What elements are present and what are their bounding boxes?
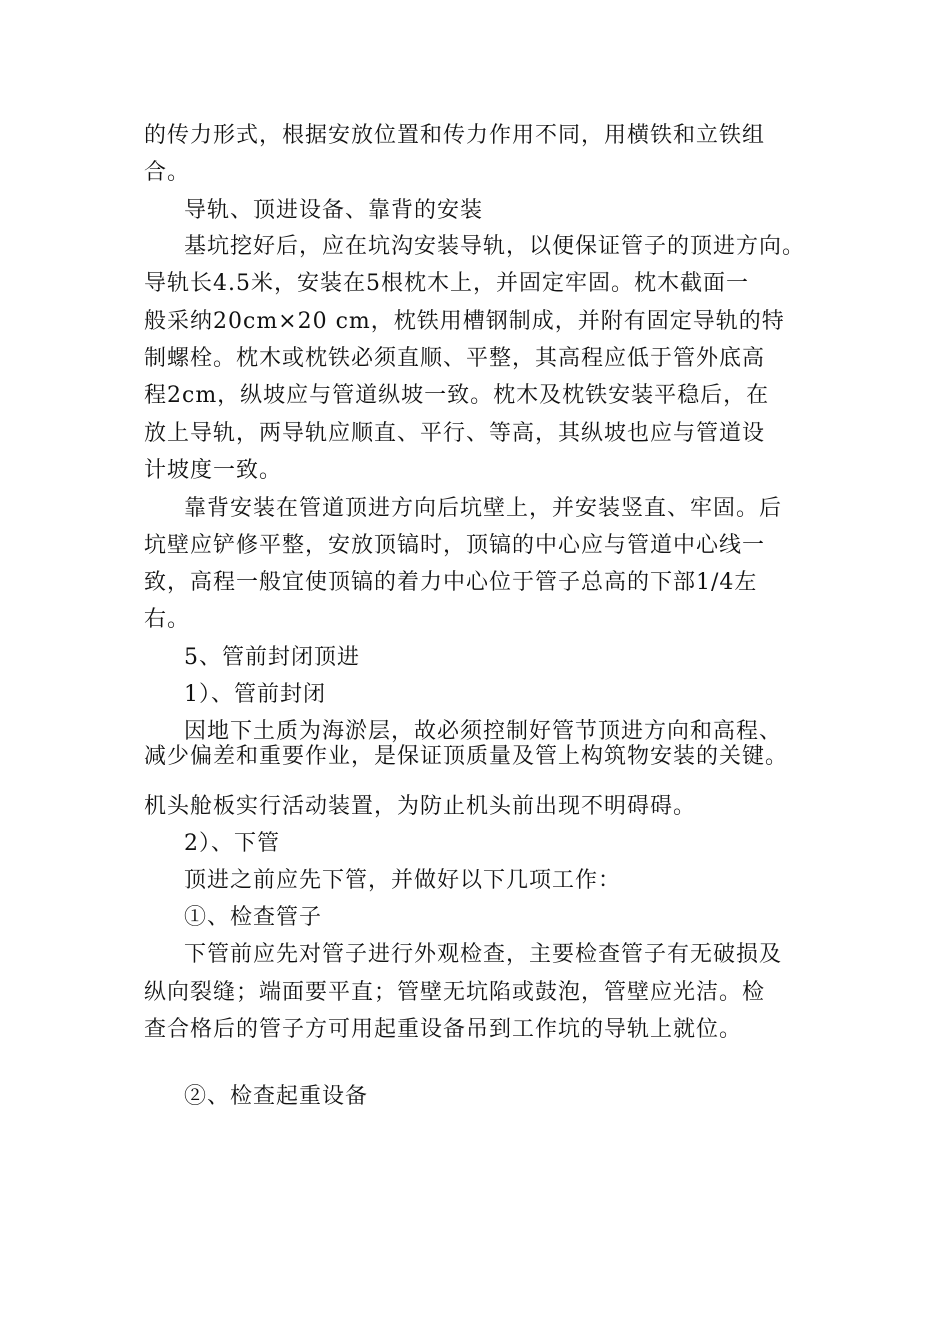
paragraph-line: 般采纳20cm×20 cm，枕铁用槽钢制成，并附有固定导轨的特 bbox=[144, 309, 785, 334]
paragraph-line: 合。 bbox=[144, 160, 191, 185]
paragraph-line: 的传力形式，根据安放位置和传力作用不同，用横铁和立铁组 bbox=[144, 123, 766, 148]
paragraph-line: 靠背安装在管道顶进方向后坑壁上，并安装竖直、牢固。后 bbox=[184, 496, 783, 521]
paragraph-line: 导轨长4.5米，安装在5根枕木上，并固定牢固。枕木截面一 bbox=[144, 271, 749, 296]
paragraph-line: 纵向裂缝；端面要平直；管壁无坑陷或鼓泡，管壁应光洁。检 bbox=[144, 980, 766, 1005]
paragraph-line: 基坑挖好后，应在坑沟安装导轨，以便保证管子的顶进方向。 bbox=[184, 234, 806, 259]
paragraph-line: 因地下土质为海淤层，故必须控制好管节顶进方向和高程、 bbox=[184, 719, 783, 744]
subsection-heading: 2）、下管 bbox=[184, 831, 280, 856]
paragraph-line: 放上导轨，两导轨应顺直、平行、等高，其纵坡也应与管道设 bbox=[144, 421, 766, 446]
paragraph-line: 顶进之前应先下管，并做好以下几项工作： bbox=[184, 868, 622, 893]
paragraph-line: 制螺栓。枕木或枕铁必须直顺、平整，其高程应低于管外底高 bbox=[144, 346, 766, 371]
paragraph-line: 机头舱板实行活动装置，为防止机头前出现不明碍碍。 bbox=[144, 794, 697, 819]
list-item-heading: ②、检查起重设备 bbox=[184, 1084, 369, 1109]
paragraph-line: 减少偏差和重要作业，是保证顶质量及管上构筑物安装的关键。 bbox=[144, 744, 789, 769]
section-heading: 5、管前封闭顶进 bbox=[184, 645, 360, 670]
paragraph-line: 坑壁应铲修平整，安放顶镐时，顶镐的中心应与管道中心线一 bbox=[144, 533, 766, 558]
paragraph-line: 程2cm，纵坡应与管道纵坡一致。枕木及枕铁安装平稳后，在 bbox=[144, 383, 770, 408]
paragraph-line: 下管前应先对管子进行外观检查，主要检查管子有无破损及 bbox=[184, 942, 783, 967]
paragraph-line: 计坡度一致。 bbox=[144, 458, 283, 483]
paragraph-line: 查合格后的管子方可用起重设备吊到工作坑的导轨上就位。 bbox=[144, 1017, 743, 1042]
section-heading: 导轨、顶进设备、靠背的安装 bbox=[184, 198, 484, 223]
paragraph-line: 右。 bbox=[144, 607, 191, 632]
list-item-heading: ①、检查管子 bbox=[184, 905, 323, 930]
paragraph-line: 致，高程一般宜使顶镐的着力中心位于管子总高的下部1/4左 bbox=[144, 570, 758, 595]
subsection-heading: 1）、管前封闭 bbox=[184, 682, 326, 707]
